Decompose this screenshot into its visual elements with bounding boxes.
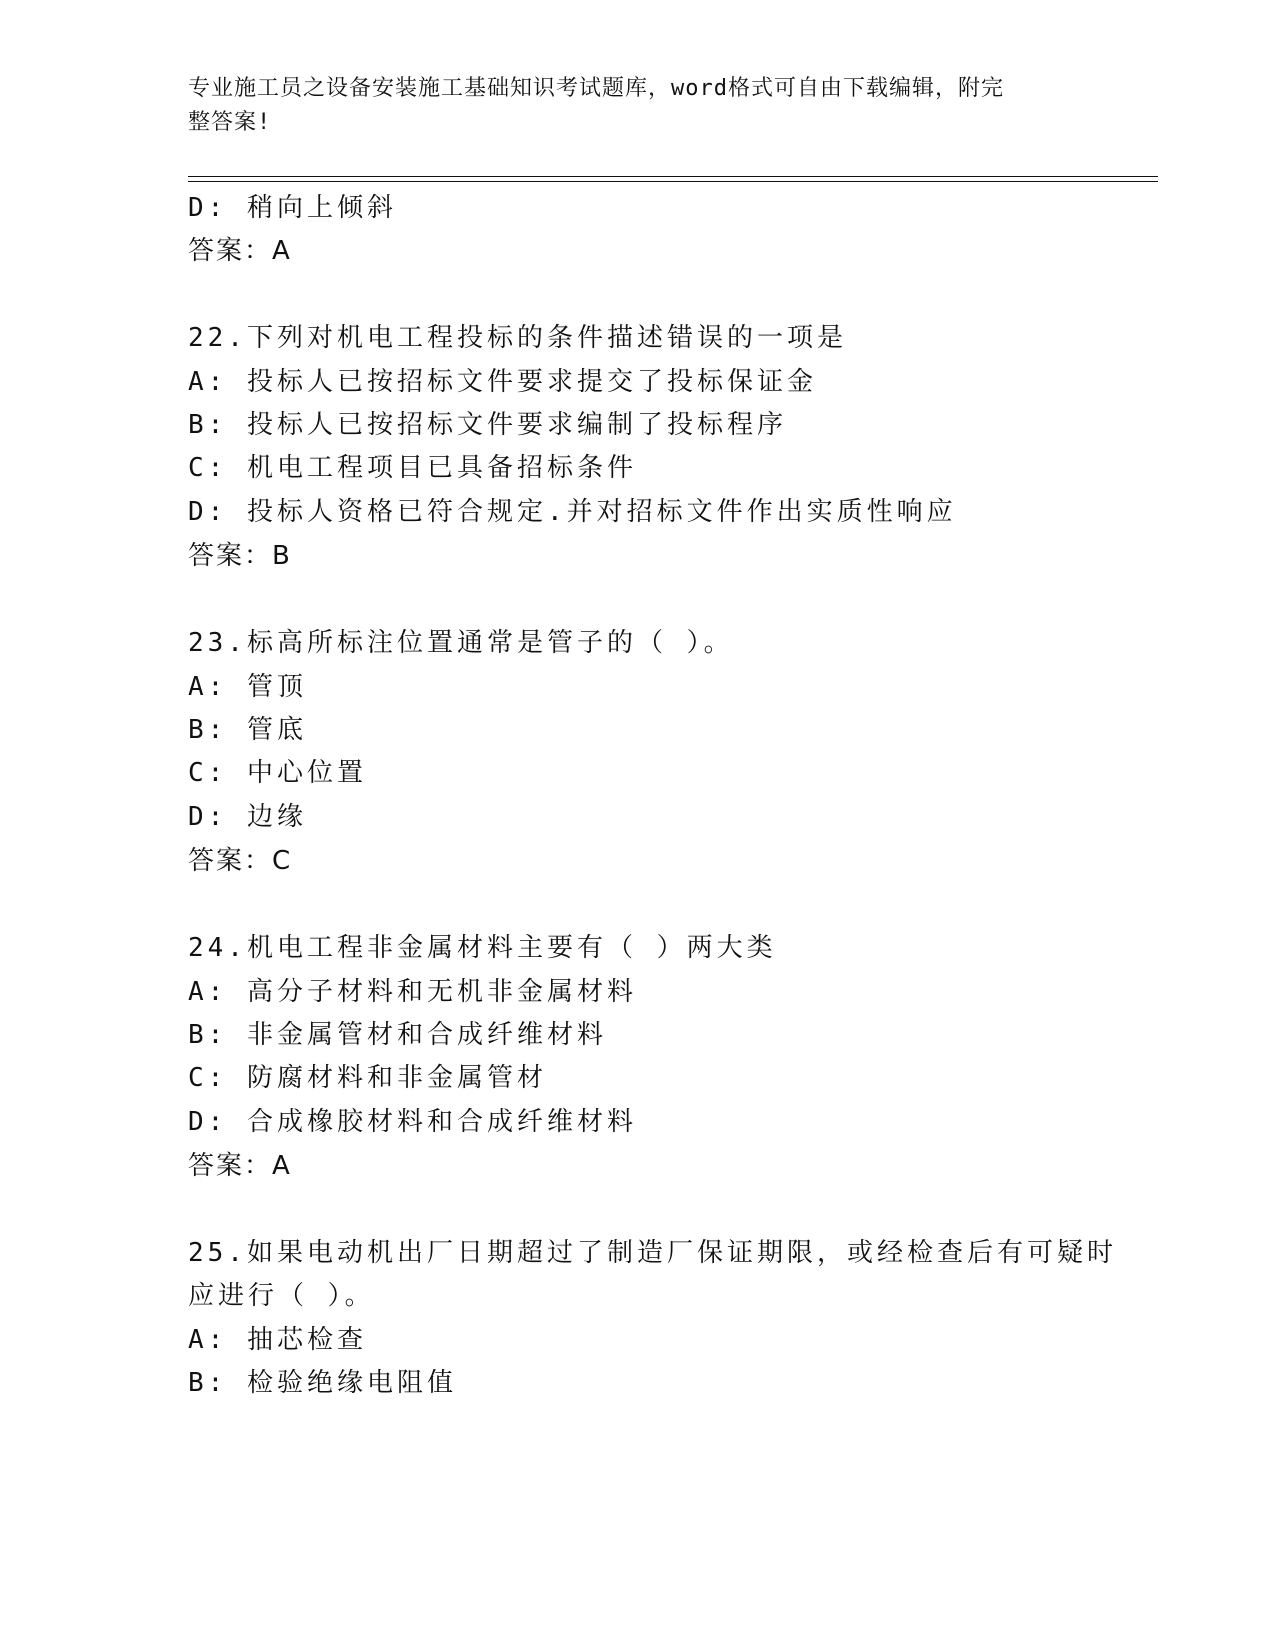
header-divider-bottom [188, 181, 1158, 182]
prev-option-d: D: 稍向上倾斜 [188, 193, 397, 223]
q24-option-a: A: 高分子材料和无机非金属材料 [188, 977, 637, 1007]
q23-option-a: A: 管顶 [188, 672, 307, 702]
q25-option-b: B: 检验绝缘电阻值 [188, 1368, 457, 1398]
header-line-2: 整答案! [188, 110, 272, 135]
q24-stem: 24.机电工程非金属材料主要有（ ）两大类 [188, 933, 777, 963]
q22-option-a: A: 投标人已按招标文件要求提交了投标保证金 [188, 367, 817, 397]
q24-option-d: D: 合成橡胶材料和合成纤维材料 [188, 1107, 637, 1137]
q23-stem: 23.标高所标注位置通常是管子的（ ）。 [188, 628, 734, 658]
q23-option-c: C: 中心位置 [188, 758, 367, 788]
q25-option-a: A: 抽芯检查 [188, 1325, 367, 1355]
q22-option-d: D: 投标人资格已符合规定.并对招标文件作出实质性响应 [188, 497, 957, 527]
q25-stem-line-2: 应进行（ ）。 [188, 1281, 375, 1311]
header-divider-top [188, 176, 1158, 177]
prev-answer: 答案：A [188, 236, 292, 266]
q23-option-b: B: 管底 [188, 715, 307, 745]
q22-option-b: B: 投标人已按招标文件要求编制了投标程序 [188, 410, 787, 440]
q23-answer: 答案：C [188, 846, 293, 876]
q22-stem: 22.下列对机电工程投标的条件描述错误的一项是 [188, 323, 847, 353]
q24-option-b: B: 非金属管材和合成纤维材料 [188, 1020, 607, 1050]
q22-answer: 答案：B [188, 541, 292, 571]
q24-option-c: C: 防腐材料和非金属管材 [188, 1063, 547, 1093]
q23-option-d: D: 边缘 [188, 802, 307, 832]
document-header [188, 72, 1068, 140]
q24-answer: 答案：A [188, 1151, 292, 1181]
q25-stem-line-1: 25.如果电动机出厂日期超过了制造厂保证期限，或经检查后有可疑时 [188, 1238, 1117, 1268]
header-line-1: 专业施工员之设备安装施工基础知识考试题库，word格式可自由下载编辑，附完 [188, 76, 1004, 101]
q22-option-c: C: 机电工程项目已具备招标条件 [188, 453, 637, 483]
